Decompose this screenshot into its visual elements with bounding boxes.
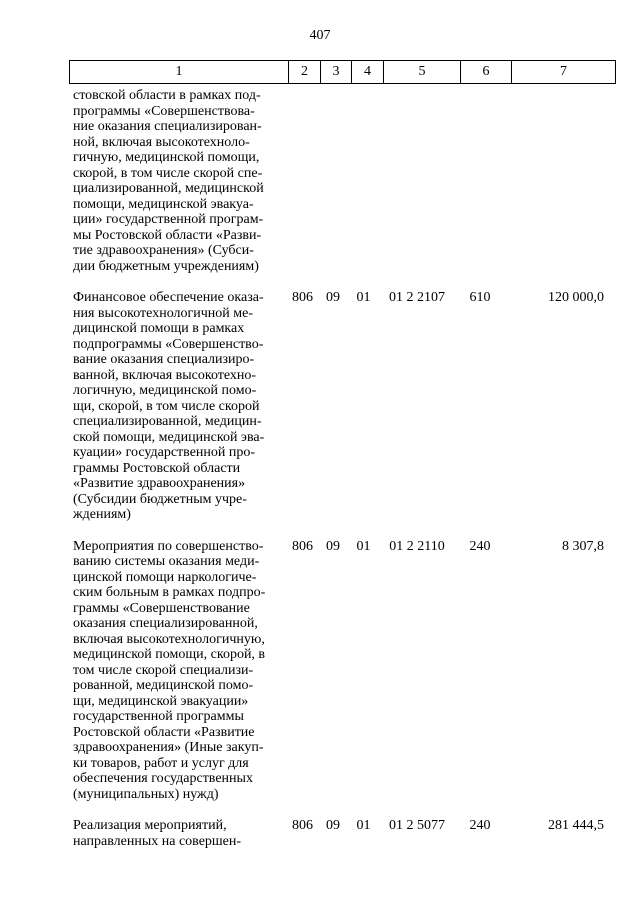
table-row: [69, 88, 612, 274]
row-code-subsection: 01: [356, 290, 371, 305]
row-target-article: 01 2 5077: [389, 818, 445, 833]
row-description: Реализация мероприятий, направленных на совершен-: [73, 818, 242, 849]
row-code-subsection: [348, 88, 379, 274]
column-header-4: 4: [352, 61, 384, 84]
row-code-section: 09: [326, 290, 340, 305]
row-code-ministry: 806: [292, 290, 313, 305]
table-body: [69, 88, 612, 865]
row-expense-type: 610: [469, 290, 491, 305]
column-header-6: 6: [461, 61, 512, 84]
column-header-7: 7: [512, 61, 616, 84]
row-target-article: 01 2 2107: [389, 290, 445, 305]
row-code-subsection: 01: [356, 538, 371, 554]
page-number: 407: [309, 28, 331, 43]
row-description: Мероприятия по совершенство- ванию системы оказания меди- цинской помощи наркологиче- ским больным в рамках подпро- граммы «Совершенствование оказания специализированной, включая высокотехнологичную, медицинской помощи, скорой, в том числе скорой специализи- рованной, медицинской помо- щи, медицинской эвакуации» государственной программы Ростовской области «Развитие здравоохранения» (Иные закуп- ки товаров, работ и услуг для обеспечения государственных (муниципальных) нужд): [73, 538, 266, 802]
column-header-2: 2: [289, 61, 321, 84]
row-code-section: 09: [326, 818, 340, 833]
row-amount: [505, 88, 608, 274]
column-header-3: 3: [321, 61, 352, 84]
row-code-subsection: 01: [356, 818, 371, 833]
row-amount: 8 307,8: [562, 538, 604, 554]
row-description: стовской области в рамках под- программы «Совершенствова- ние оказания специализирован- ной, включая высокотехноло- гичную, медицинской помощи, скорой, в том числе скорой спе- циализированной, медицинской помощи, медицинской эвакуа- ции» государственной програм- мы Ростовской области «Разви- тие здравоохранения» (Субси- дии бюджетным учреждениям): [73, 88, 264, 274]
row-amount: 281 444,5: [548, 818, 604, 833]
row-expense-type: 240: [469, 818, 491, 833]
table-row: [69, 539, 612, 803]
table-row: [69, 290, 612, 523]
row-code-ministry: 806: [292, 538, 313, 554]
row-target-article: 01 2 2110: [389, 538, 445, 554]
column-header-row: [70, 61, 616, 84]
row-amount: 120 000,0: [548, 290, 604, 305]
row-code-ministry: 806: [292, 818, 313, 833]
column-header-5: 5: [384, 61, 461, 84]
row-code-section: 09: [326, 538, 340, 554]
row-expense-type: [455, 88, 505, 274]
row-code-ministry: [287, 88, 318, 274]
row-description: Финансовое обеспечение оказа- ния высокотехнологичной ме- дицинской помощи в рамках подпрограммы «Совершенство- вание оказания специализиро- ванной, включая высокотехно- логичную, медицинской помо- щи, скорой, в том числе скорой специализированной, медицин- ской помощи, медицинской эва- куации» государственной про- граммы Ростовской области «Развитие здравоохранения» (Субсидии бюджетным учре- ждениям): [73, 290, 265, 522]
column-header-1: 1: [70, 61, 289, 84]
row-code-section: [318, 88, 348, 274]
row-target-article: [379, 88, 455, 274]
row-expense-type: 240: [469, 538, 491, 554]
table-row: [69, 818, 612, 849]
column-header-table: [69, 60, 616, 84]
